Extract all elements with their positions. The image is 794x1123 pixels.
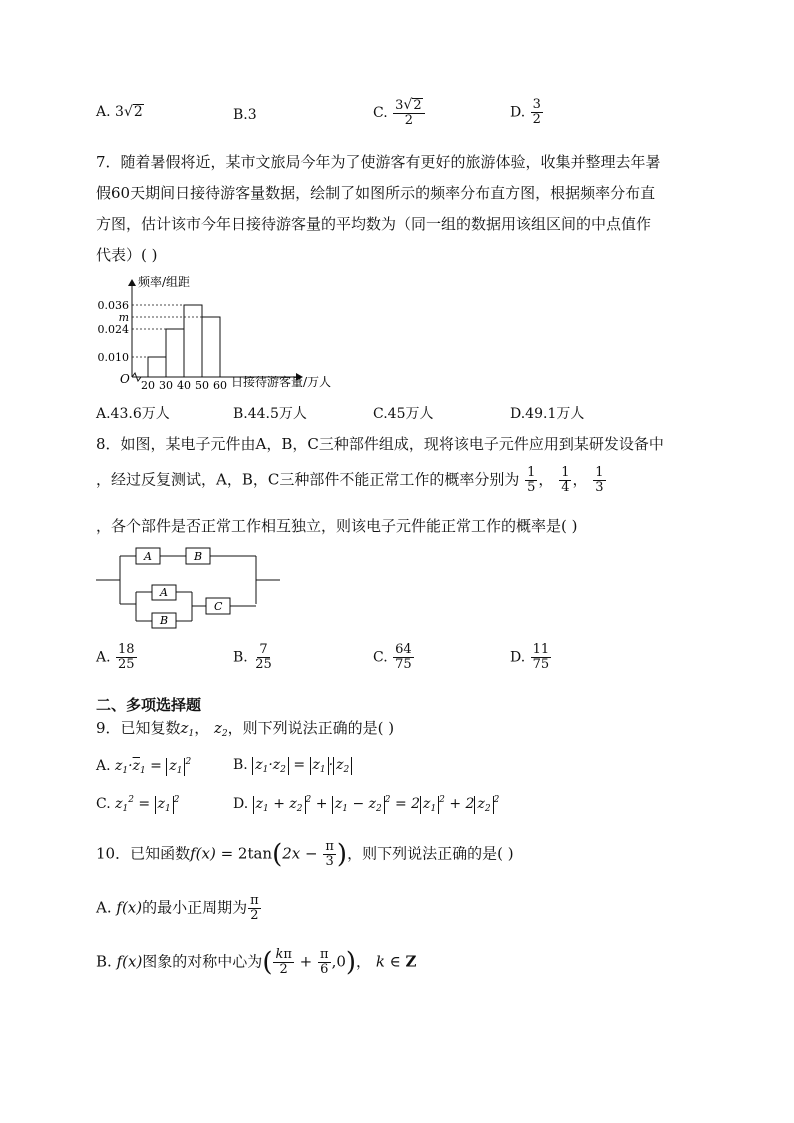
component-b-bottom (152, 613, 176, 628)
q9-stem-post: ，则下列说法正确的是( ) (227, 719, 395, 737)
pi-over-2 (248, 894, 261, 923)
component-c (206, 598, 230, 614)
component-c-label: C (214, 600, 223, 613)
q7-line-3: 方图，估计该市今年日接待游客量的平均数为（同一组的数据用该组区间的中点值作 (96, 215, 652, 233)
q9-option-a-formula: $z_1\cdot\overline{z}_1 = z_1^2$ (115, 757, 192, 776)
q8-option-c-fraction (393, 643, 414, 672)
origin-label: O (120, 372, 130, 386)
k-in-z: k (375, 952, 385, 971)
prob-fraction-c (593, 466, 605, 495)
q10-option-b-function: f(x) (116, 952, 143, 971)
x-tick-label: 60 (213, 379, 227, 392)
fraction-numerator: kπ (275, 947, 292, 962)
k-pi-over-2 (273, 948, 293, 977)
section-title: 二、多项选择题 (96, 696, 202, 714)
q10-function: f(x) (190, 844, 216, 863)
pi-over-3 (323, 840, 336, 869)
prob-fraction-a (525, 466, 537, 495)
q9-option-b (233, 757, 352, 775)
q10-stem: 10．已知函数f(x) = 2tan(2x − $\frac{\pi}{3}$ )，则下列说法正确的是( ) (96, 839, 514, 870)
component-a-top-label: A (144, 550, 152, 563)
x-tick-label: 20 (141, 379, 155, 392)
q9-option-b-formula: $z_1\cdot z_2 = z_1 \cdot z_2$ (252, 757, 352, 773)
fraction-denominator: 25 (255, 657, 272, 672)
q6-option-a-coef: 3 (115, 104, 124, 120)
y-axis-label: 频率/组距 (138, 275, 191, 289)
q9-option-d-label: D. (233, 796, 249, 812)
y-tick-label: 0.024 (97, 323, 129, 336)
q8-option-d-label: D. (510, 649, 526, 666)
fraction-numerator: 11 (532, 642, 550, 657)
q9-option-d (233, 795, 499, 814)
q8-option-d-fraction (531, 643, 552, 672)
q9-option-c-label: C. (96, 796, 111, 812)
q10-stem-post: ，则下列说法正确的是( ) (347, 844, 514, 863)
y-tick-label: 0.036 (97, 299, 129, 312)
q10-option-b-label: B. (96, 952, 112, 971)
q8-option-d (510, 643, 552, 672)
q10-argument: 2x (282, 844, 301, 863)
q7-option-a: A.43.6万人 (96, 406, 170, 422)
x-tick-label: 30 (159, 379, 173, 392)
fraction-numerator: π (320, 947, 329, 962)
fraction-numerator: 18 (118, 642, 135, 657)
component-b-top (186, 548, 210, 564)
q9-option-c (96, 795, 179, 814)
fraction-numerator: 3 (532, 97, 541, 112)
x-tick-labels (141, 379, 227, 392)
q6-option-a (96, 104, 144, 120)
circuit-diagram (96, 542, 286, 634)
fraction-denominator: 2 (279, 962, 288, 977)
component-b-bottom-label: B (160, 614, 169, 627)
radical-symbol: √ (123, 104, 133, 120)
histogram-bar (184, 305, 202, 377)
fraction-denominator: 2 (404, 113, 413, 128)
q8-option-a (96, 643, 138, 672)
q10-option-a (96, 894, 262, 923)
q10-option-b: B. f(x)图象的对称中心为( $\frac{k\pi}{2}$ + $\frac{\pi}{6}$ ,0)， k ∈ Z (96, 947, 417, 978)
fraction-denominator: 25 (118, 657, 135, 672)
q10-option-a-function: f(x) (116, 898, 143, 917)
component-b-top-label: B (194, 550, 203, 563)
q8-option-b-label: B. (233, 649, 248, 666)
q6-option-d-fraction (531, 98, 543, 127)
fraction-denominator: 75 (395, 657, 412, 672)
q8-line-3: ，各个部件是否正常工作相互独立，则该电子元件能正常工作的概率是( ) (96, 517, 578, 535)
q9-option-d-formula: $z_1 + z_2^2 + z_1 - z_2^2 = 2$ $z_1^2 + 2$ $z_2^2$ (253, 796, 500, 812)
x-axis-label: 日接待游客量/万人 (231, 375, 332, 389)
fraction-numerator: π (250, 893, 259, 908)
q9-option-a-label: A. (96, 758, 111, 774)
fraction-numerator: π (325, 839, 334, 854)
q10-option-a-label: A. (96, 898, 112, 917)
fraction-denominator: 4 (561, 480, 570, 495)
fraction-numerator: 7 (259, 642, 268, 657)
q8-line-1: 8．如图，某电子元件由A，B，C三种部件组成，现将该电子元件应用到某研发设备中 (96, 435, 664, 453)
q8-option-b-fraction (253, 643, 274, 672)
paren-left: ( (262, 947, 273, 978)
math-z2: $z_2$ (213, 719, 228, 739)
q7-option-b: B.44.5万人 (233, 406, 307, 422)
q8-option-a-fraction (116, 643, 137, 672)
q10-stem-pre: 10．已知函数 (96, 844, 191, 863)
q7-option-d: D.49.1万人 (510, 406, 585, 422)
x-tick-label: 50 (195, 379, 209, 392)
histogram-guides (132, 305, 202, 357)
fraction-denominator: 3 (325, 854, 334, 869)
q8-line-2: ，经过反复测试，A，B，C三种部件不能正常工作的概率分别为 $\frac{1}{5}$ ， $\frac{1}{4}$ ， $\frac{1}{3}$ (96, 465, 604, 495)
q6-option-d-label: D. (510, 104, 526, 121)
math-z1: $z_1$ (180, 719, 195, 739)
radical-symbol: √ (403, 97, 413, 113)
fraction-denominator: 2 (250, 908, 259, 923)
component-a-bottom (152, 585, 176, 600)
q7-line-1: 7．随着暑假将近，某市文旅局今年为了使游客有更好的旅游体验，收集并整理去年暑 (96, 153, 661, 171)
fraction-numerator (393, 98, 424, 114)
q6-option-c-label: C. (373, 105, 388, 121)
histogram-bar (166, 329, 184, 377)
paren-left: ( (272, 839, 283, 870)
q7-line-2: 假60天期间日接待游客量数据，绘制了如图所示的频率分布直方图，根据频率分布直 (96, 184, 656, 202)
component-a-bottom-label: A (160, 586, 168, 599)
q8-option-b (233, 643, 275, 672)
paren-right: ) (345, 947, 357, 978)
q8-option-c-label: C. (373, 649, 388, 666)
q7-line-4: 代表）( ) (96, 246, 158, 264)
histogram-bar (202, 317, 220, 377)
q6-option-a-radicand: 2 (133, 104, 143, 120)
y-tick-label: 0.010 (97, 351, 129, 364)
fraction-numerator: 64 (395, 642, 412, 657)
y-tick-label: m (118, 311, 129, 324)
fraction-denominator: 3 (595, 480, 604, 495)
component-a-top (136, 548, 160, 564)
fraction-numerator-radicand: 2 (413, 98, 422, 113)
pi-over-6 (318, 948, 331, 977)
q6-option-b: B.3 (233, 107, 257, 123)
q8-option-c (373, 643, 415, 672)
prob-fraction-b (559, 466, 571, 495)
fraction-denominator: 6 (320, 962, 329, 977)
q6-option-c (373, 98, 426, 128)
circuit-wires (96, 556, 280, 621)
histogram-bar (148, 357, 166, 377)
q10-option-a-text: 的最小正周期为 (142, 898, 248, 917)
q10-option-b-text: 图象的对称中心为 (142, 952, 263, 971)
y-tick-labels (98, 299, 130, 364)
q9-option-b-label: B. (233, 757, 248, 773)
fraction-numerator: 1 (561, 465, 570, 480)
q6-option-d (510, 98, 544, 127)
q9-stem: 9．已知复数$z_1$， $z_2$，则下列说法正确的是( ) (96, 719, 395, 739)
q8-option-a-label: A. (96, 649, 111, 666)
histogram-bars (148, 305, 220, 377)
fraction-numerator-coef: 3 (395, 98, 404, 113)
fraction-denominator: 5 (527, 480, 536, 495)
paren-right: ) (336, 839, 348, 870)
q9-option-a (96, 757, 191, 776)
q9-option-c-formula: $z_1^2 = z_1^2$ (115, 795, 180, 814)
x-tick-label: 40 (177, 379, 191, 392)
fraction-numerator: 1 (527, 465, 536, 480)
q8-line-2-text: ，经过反复测试，A，B，C三种部件不能正常工作的概率分别为 (96, 470, 520, 489)
fraction-numerator: 1 (595, 465, 604, 480)
q6-option-a-label: A. (96, 104, 111, 120)
q6-option-c-fraction (393, 98, 424, 128)
fraction-denominator: 2 (532, 112, 541, 127)
fraction-denominator: 75 (532, 657, 550, 672)
q7-option-c: C.45万人 (373, 406, 434, 422)
integer-set-symbol: Z (405, 952, 417, 971)
q9-stem-pre: 9．已知复数 (96, 719, 181, 737)
frequency-histogram (92, 272, 372, 394)
